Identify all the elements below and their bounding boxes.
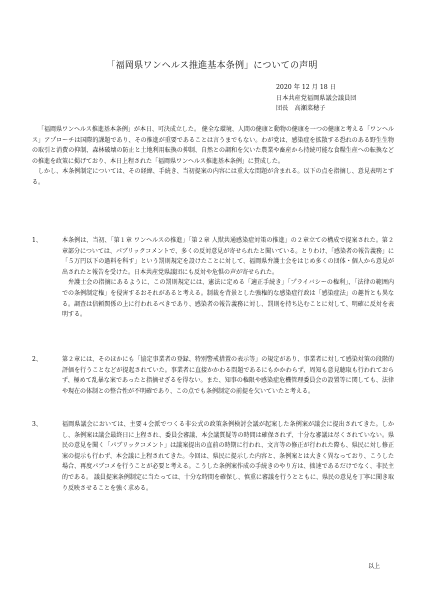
list-item-text: 福岡県議会においては、主要４会派でつくる非公式の政策条例検討会議が起案した条例案が議会に提出されてきた。しかし、条例案は議会最終日に上程され、委員会審議、本会議質疑等の時間は確保されず、十分な審議は尽くされていない。県民の意見を聞く「パブリックコメント」は議案提出の直前の時期に行われ、文言等の修正が行われた際も、県民に対し修正案の提示も行わず、本会議に上程されてきた。今回は、県民に提示した内容と、条例案とは大きく異なっており、こうした場合、再度パブコメを行うことが必要と考える。こうした条例案作成の手続きのやり方は、拙速であるだけでなく、非民主的である。 議員提案条例制定に当たっては、十分な時間を確保し、慎重に審議を行うとともに、県民の意見を丁寧に聞き取り反映させることを強く求める。: [62, 421, 394, 492]
list-item-2: [32, 355, 394, 397]
list-item-3: [32, 420, 394, 494]
list-item-text-continued: 弁護士会の指摘にあるように、この罰則規定には、憲法に定める「適正手続き」「プライバシーの権利」、「法律の範囲内での条例制定権」を侵害するおそれがあると考える。制裁を背景とした強権的な感染症行政は「感染症法」の趣旨とも異なる。調査は信頼関係の上に行われるべきであり、感染者の報告義務に対し、罰則を持ち込むことに対して、明確に反対を表明する。: [62, 279, 394, 319]
list-item-text: 第２章には、そのほかにも「協定事業者の登録、特別警戒措置の表示等」の規定があり、事業者に対して感染対策の段階的評価を行うことなどが提起されていた。事業者に直接かかわる問題であるにもかかわらず、周知も意見聴取も行われておらず、極めて乱暴な案であったと指摘せざるを得ない。また、知事の権限や感染症危機管理委員会の設置等に関しても、法律や現在の体制との整合性が不明確であり、この点でも条例制定の前提を欠いていたと考える。: [62, 356, 394, 395]
intro-paragraph-2: しかし、本条例制定については、その経緯、手続き、当初提案の内容には重大な問題が含まれる。以下の点を指摘し、意見表明とする。: [32, 168, 394, 186]
list-item-text: 本条例は、当初、「第１章 ワンヘルスの推進」「第２章 人獣共通感染症対策の推進」の２章立ての構成で提案された。第２章部分については、パブリックコメントで、多くの反対意見が寄せられたと聞いている。とりわけ、「感染者の報告義務」に「５万円以下の過料を科す」という罰則規定を設けたことに対して、福岡県弁護士会をはじめ多くの団体・個人から意見が出されたと報告を受けた。日本共産党県議団にも反対や危惧の声が寄せられた。: [62, 237, 394, 276]
statement-leader: 団長 高瀬菜穂子: [276, 105, 326, 112]
list-item-1: [32, 236, 394, 321]
statement-date: 2020 年 12 月 18 日: [276, 84, 336, 91]
intro-section: [32, 125, 394, 189]
document-title: 「福岡県ワンヘルス推進基本条例」についての声明: [106, 61, 318, 71]
statement-meta: [276, 83, 356, 115]
intro-paragraph-1: 「福岡県ワンヘルス推進基本条例」が本日、可決成立した。 健全な環境、人間の健康と動物の健康を一つの健康と考える「ワンヘルス」アプローチは国際的課題であり、その推進が重要であることは言うまでもない。わが党は、感染症を拡散する恐れのある野生生物の取引と消費の抑制、森林破壊の防止と土地利用転換の抑制、自然との調和を欠いた農業や畜産から持続可能な食糧生産への転換などの推進を政策に掲げており、本日上程された「福岡県ワンヘルス推進基本条例」に賛成した。: [32, 126, 394, 165]
closing-mark: 以上: [368, 563, 381, 570]
list-item-number: 2、: [32, 356, 42, 363]
statement-organization: 日本共産党福岡県議会議員団: [276, 94, 357, 102]
list-item-number: 3、: [32, 421, 42, 428]
list-item-number: 1、: [32, 237, 42, 244]
